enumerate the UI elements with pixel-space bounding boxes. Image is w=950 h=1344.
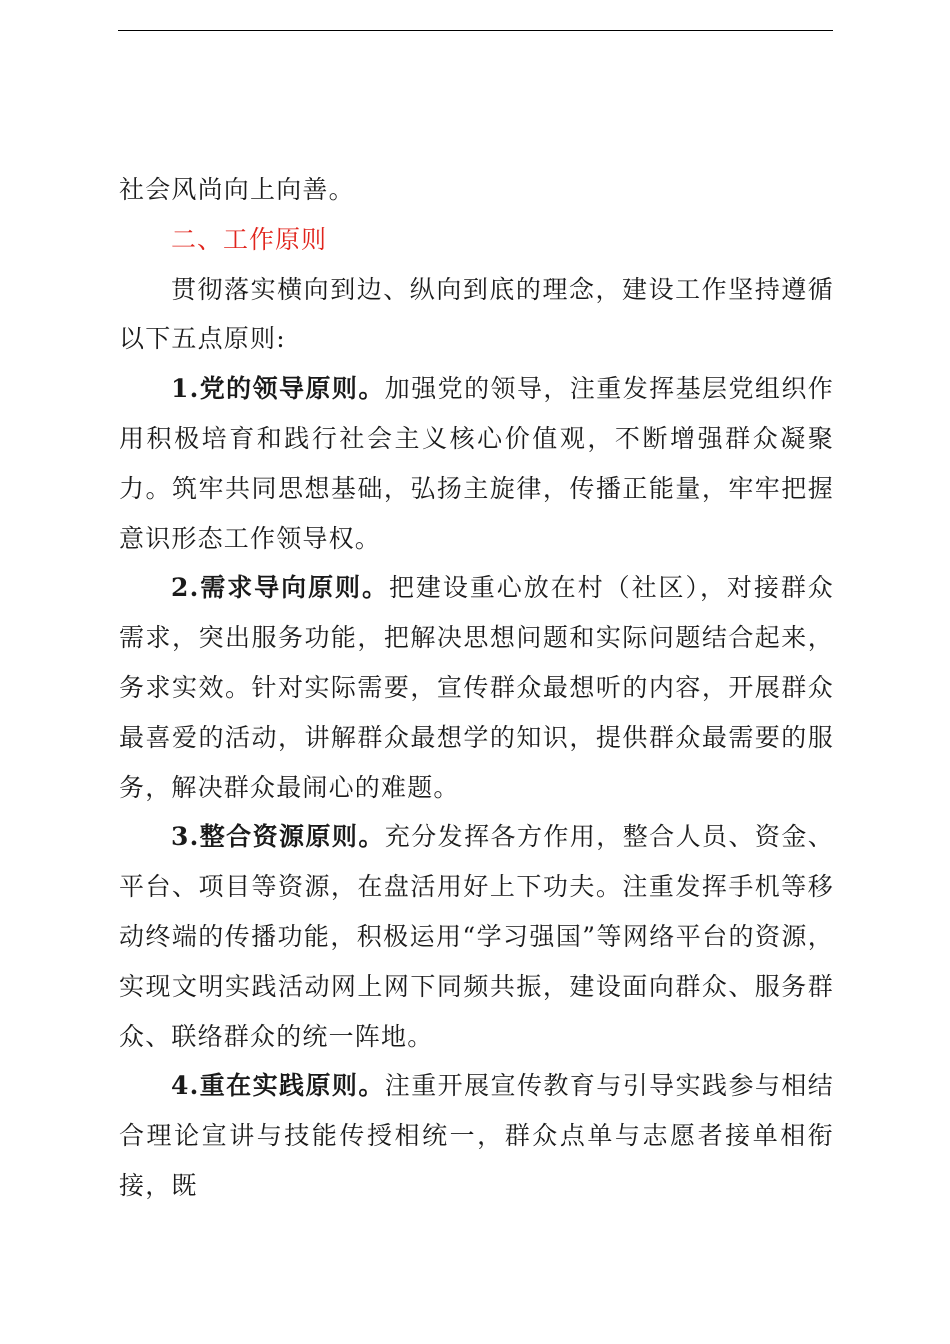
intro-paragraph: 贯彻落实横向到边、纵向到底的理念，建设工作坚持遵循以下五点原则:	[119, 274, 834, 354]
principle-lead: 4.重在实践原则。	[171, 1071, 385, 1101]
principle-paragraph	[119, 563, 834, 812]
principle-lead: 1.党的领导原则。	[171, 374, 385, 404]
principle-body: 充分发挥各方作用，整合人员、资金、平台、项目等资源，在盘活用好上下功夫。注重发挥手机等移动终端的传播功能，积极运用“学习强国”等网络平台的资源，实现文明实践活动网上网下同频共振，建设面向群众、服务群众、联络群众的统一阵地。	[119, 822, 834, 1051]
principle-lead: 2.需求导向原则。	[171, 573, 389, 603]
document-body	[119, 165, 834, 1211]
principle-body: 把建设重心放在村（社区），对接群众需求，突出服务功能，把解决思想问题和实际问题结合起来，务求实效。针对实际需要，宣传群众最想听的内容，开展群众最喜爱的活动，讲解群众最想学的知识，提供群众最需要的服务，解决群众最闹心的难题。	[119, 573, 834, 802]
continuation-text: 社会风尚向上向善。	[119, 175, 355, 204]
principle-body: 注重开展宣传教育与引导实践参与相结合理论宣讲与技能传授相统一，群众点单与志愿者接单相衔接，既	[119, 1071, 834, 1200]
principle-paragraph	[119, 1061, 834, 1210]
principle-lead: 3.整合资源原则。	[171, 822, 385, 852]
header-rule	[118, 30, 833, 31]
section-heading: 二、工作原则	[171, 224, 328, 254]
principle-body: 加强党的领导，注重发挥基层党组织作用积极培育和践行社会主义核心价值观，不断增强群众凝聚力。筑牢共同思想基础，弘扬主旋律，传播正能量，牢牢把握意识形态工作领导权。	[119, 374, 834, 553]
principle-paragraph	[119, 364, 834, 563]
principle-paragraph	[119, 812, 834, 1061]
